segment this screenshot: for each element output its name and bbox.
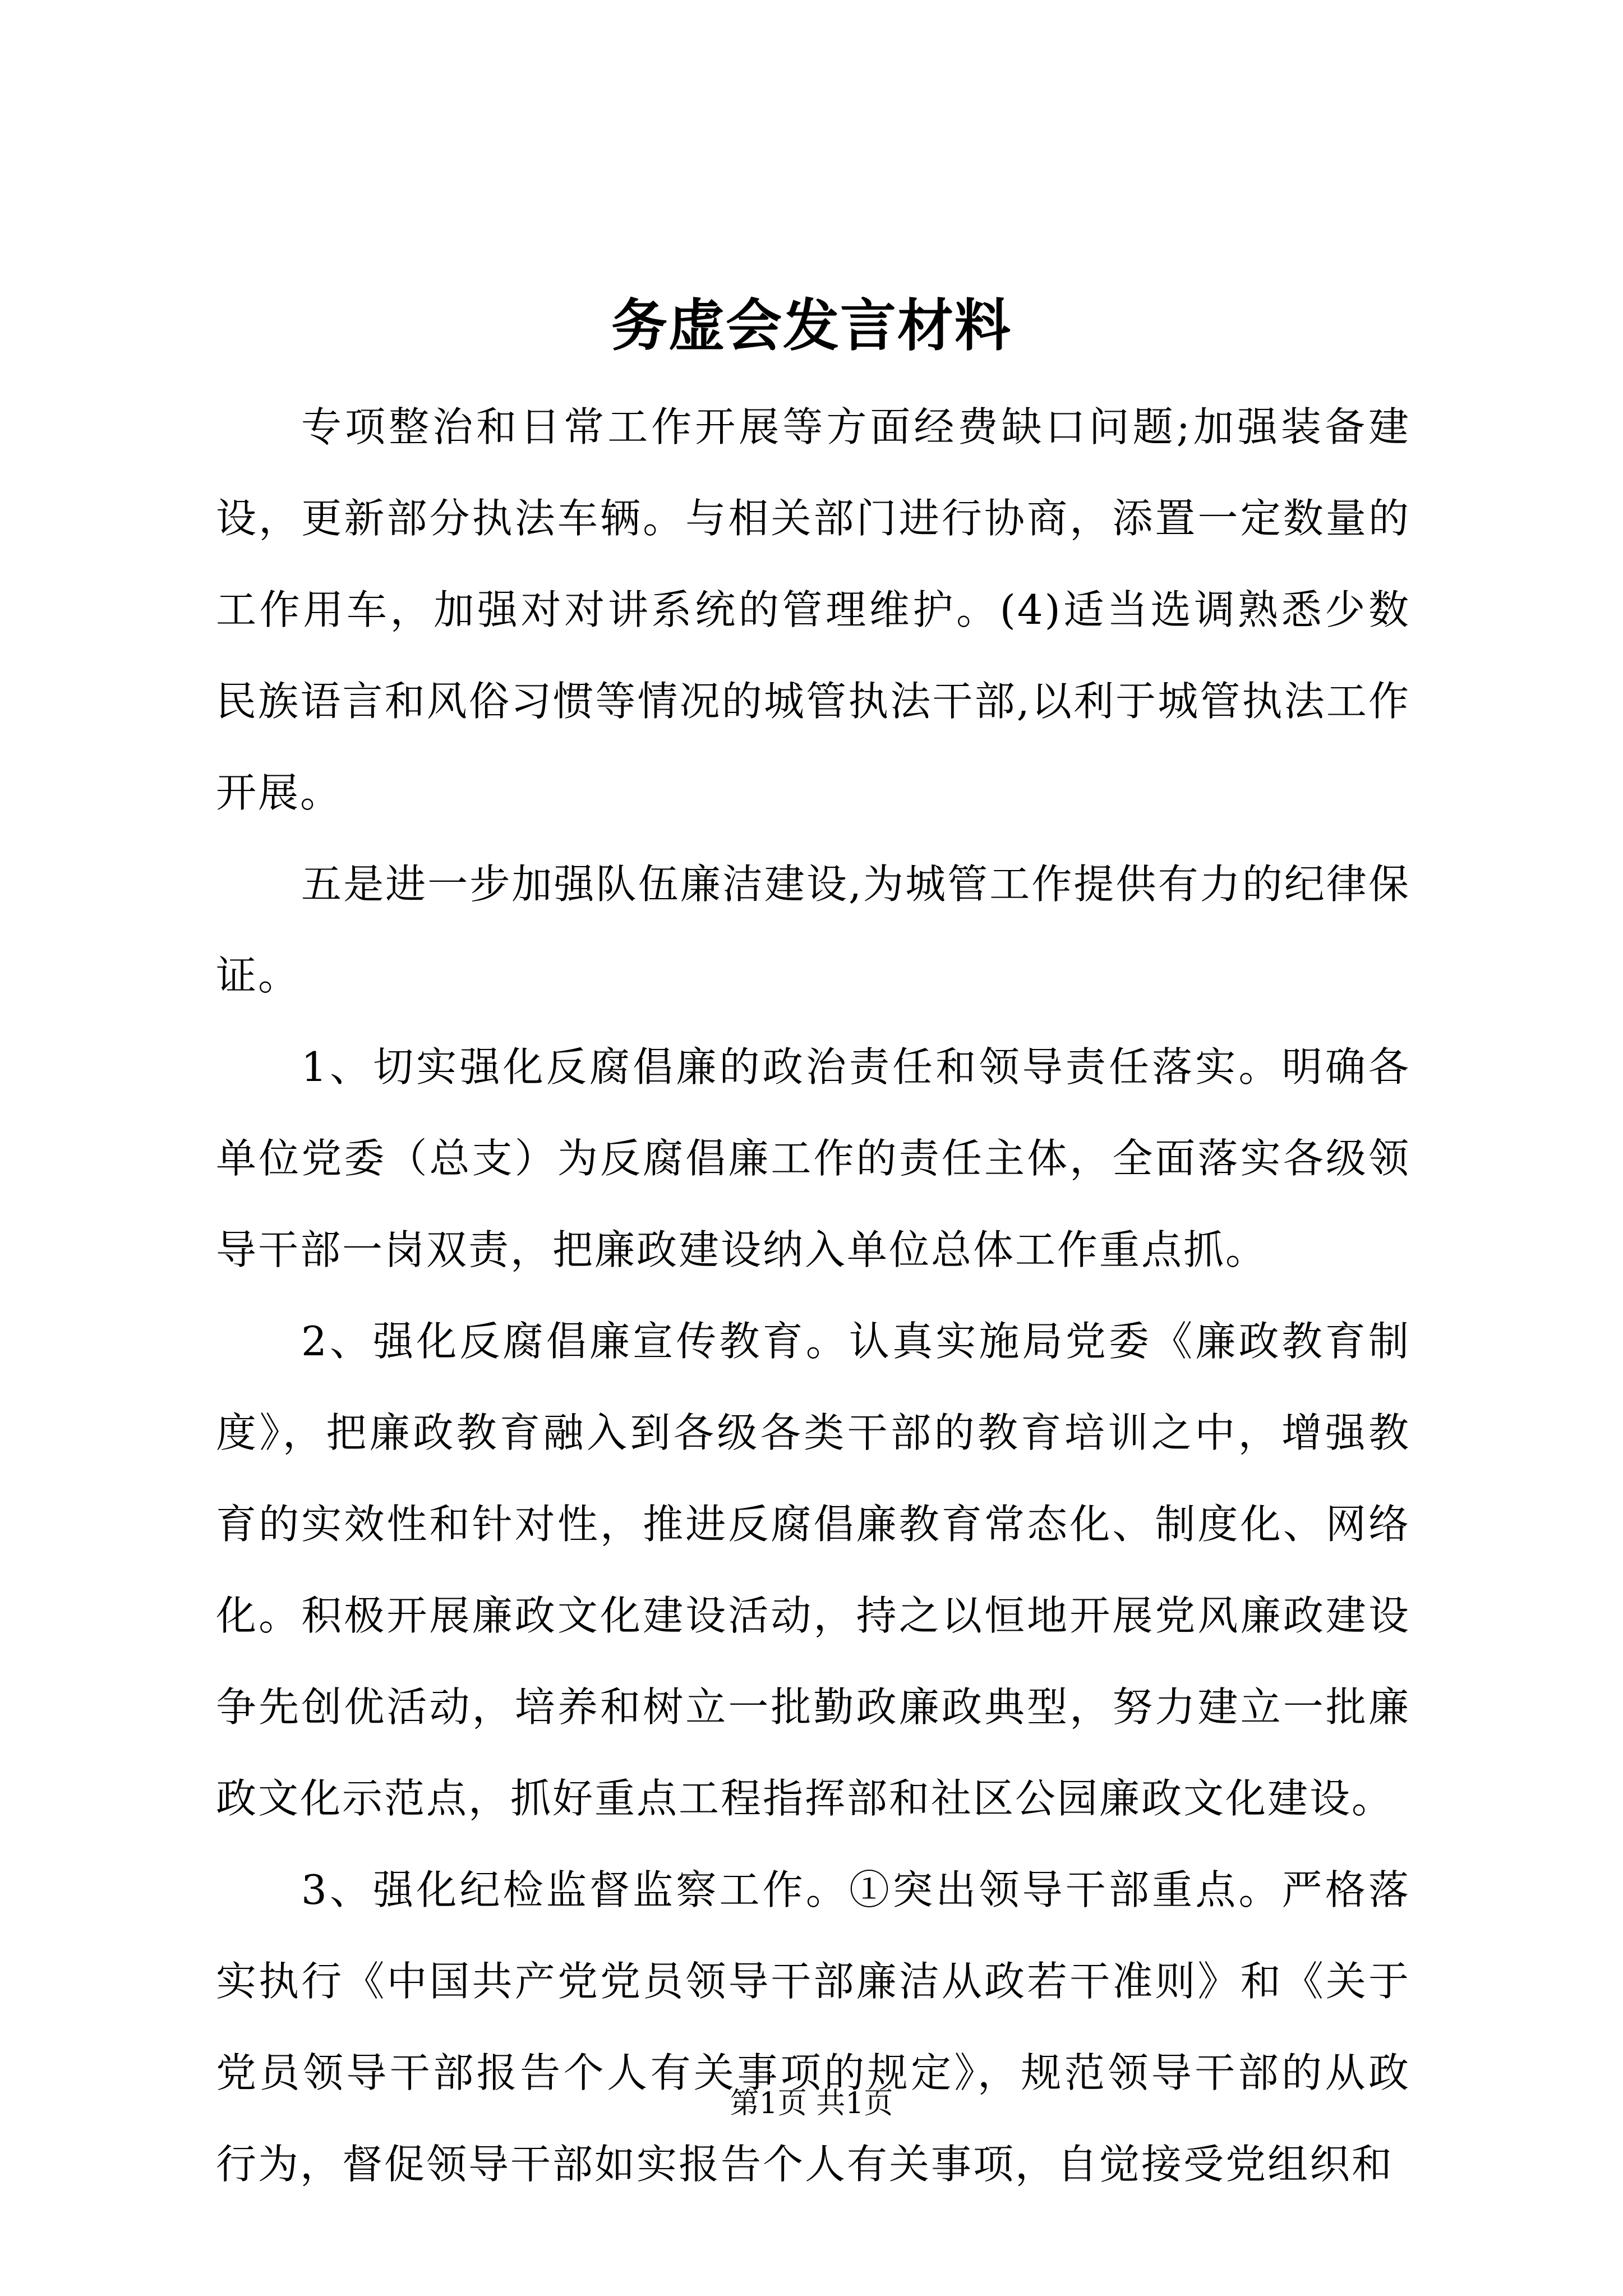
body-paragraph: 3、强化纪检监督监察工作。①突出领导干部重点。严格落实执行《中国共产党党员领导干部廉洁从政若干准则》和《关于党员领导干部报告个人有关事项的规定》，规范领导干部的从政行为，督促领导干部如实报告个人有关事项，自觉接受党组织和 bbox=[216, 1866, 1410, 2188]
document-title: 务虚会发言材料 bbox=[611, 292, 1012, 358]
body-paragraph: 五是进一步加强队伍廉洁建设,为城管工作提供有力的纪律保证。 bbox=[216, 861, 1410, 999]
body-paragraph: 2、强化反腐倡廉宣传教育。认真实施局党委《廉政教育制度》，把廉政教育融入到各级各类干部的教育培训之中，增强教育的实效性和针对性，推进反腐倡廉教育常态化、制度化、网络化。积极开展廉政文化建设活动，持之以恒地开展党风廉政建设争先创优活动，培养和树立一批勤政廉政典型，努力建立一批廉政文化示范点，抓好重点工程指挥部和社区公园廉政文化建设。 bbox=[216, 1318, 1410, 1822]
document-body bbox=[216, 381, 1410, 2210]
page-number-footer: 第1页 共1页 bbox=[730, 2087, 893, 2120]
body-paragraph: 1、切实强化反腐倡廉的政治责任和领导责任落实。明确各单位党委（总支）为反腐倡廉工作的责任主体，全面落实各级领导干部一岗双责，把廉政建设纳入单位总体工作重点抓。 bbox=[216, 1043, 1410, 1273]
body-paragraph: 专项整治和日常工作开展等方面经费缺口问题;加强装备建设，更新部分执法车辆。与相关部门进行协商，添置一定数量的工作用车，加强对对讲系统的管理维护。(4)适当选调熟悉少数民族语言和风俗习惯等情况的城管执法干部,以利于城管执法工作开展。 bbox=[216, 403, 1410, 816]
